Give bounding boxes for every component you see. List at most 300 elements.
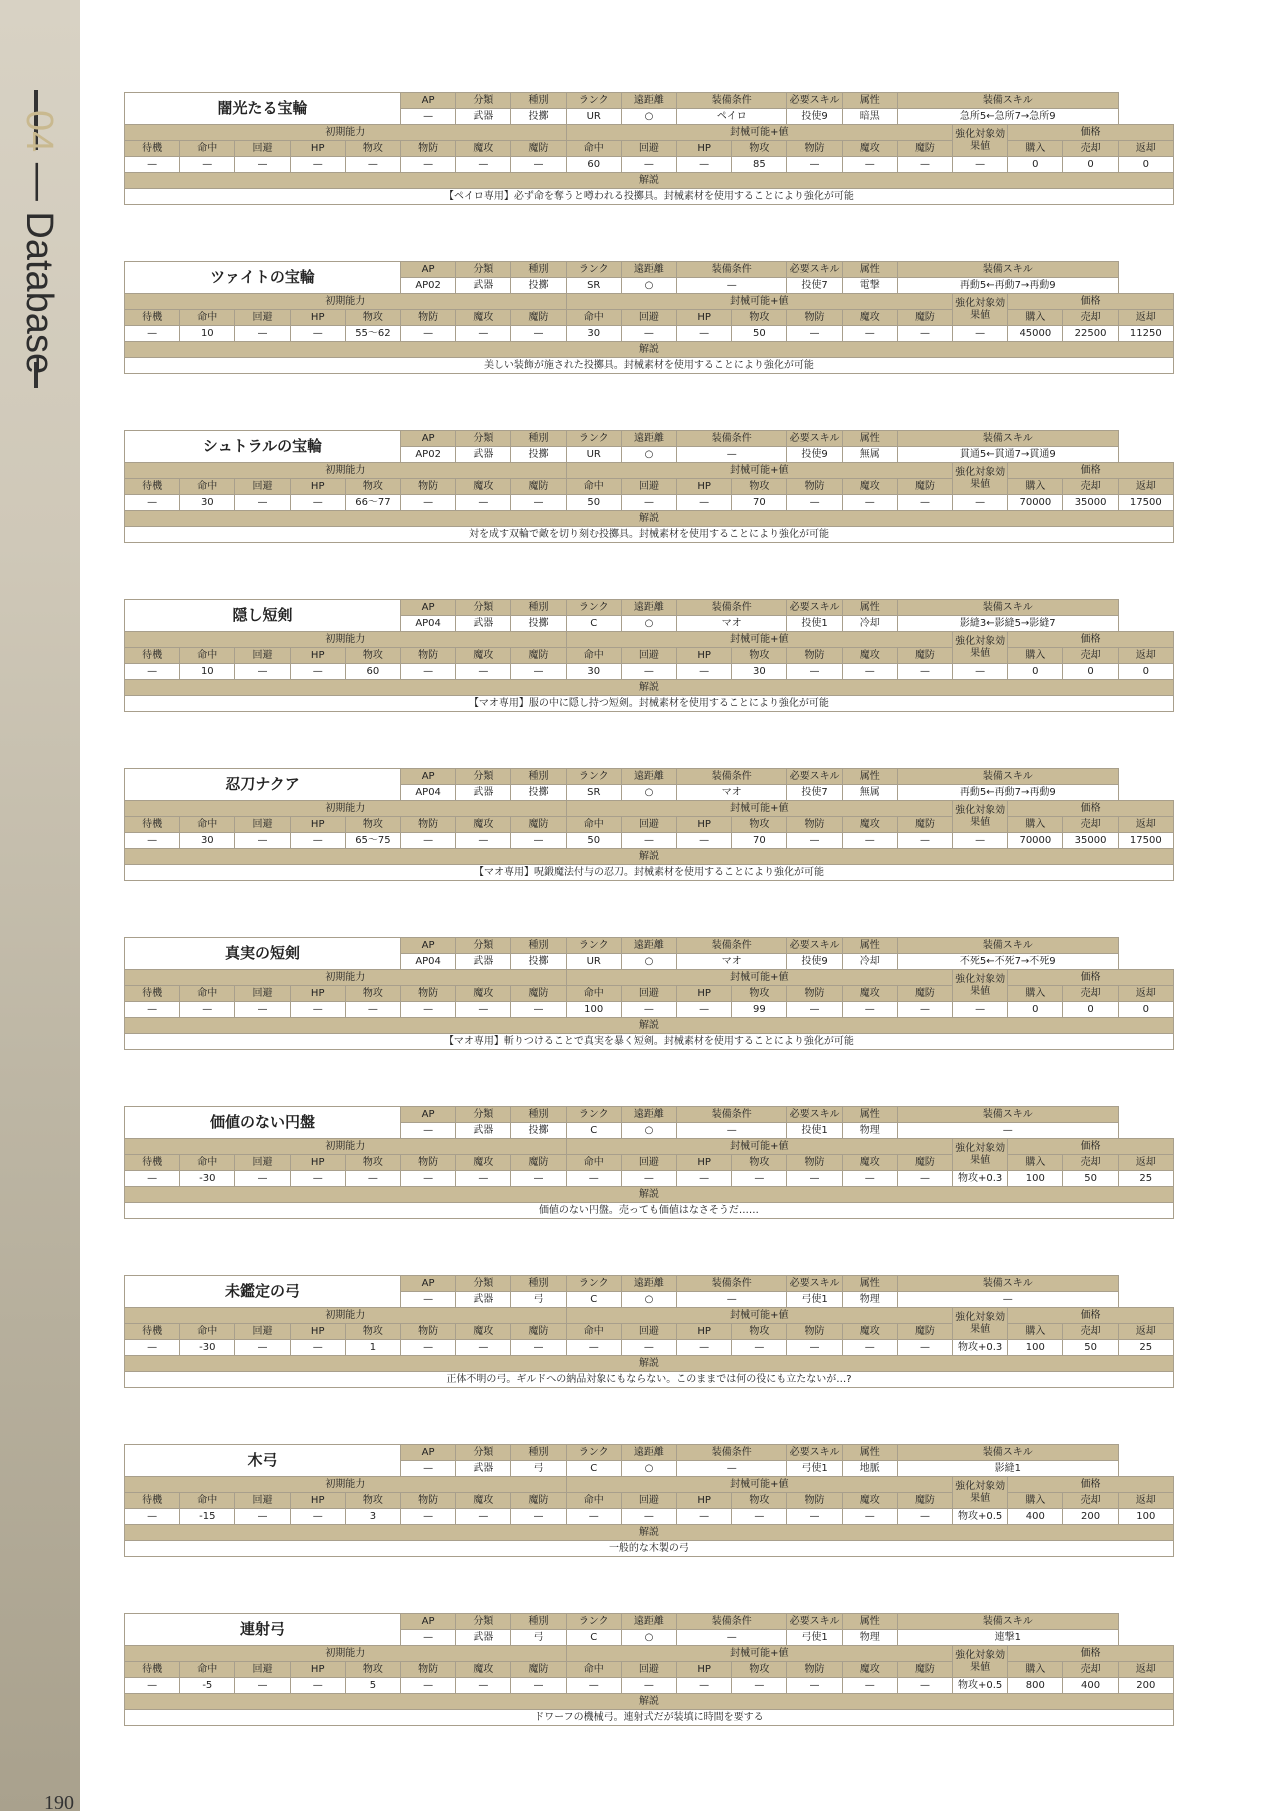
label-kounyu: 購入: [1008, 648, 1063, 664]
label-zokusei: 属性: [842, 1276, 897, 1292]
label-seal: 封械可能+値: [566, 1646, 952, 1662]
label-seal: 封械可能+値: [566, 1308, 952, 1324]
label-butsubou: 物防: [787, 310, 842, 326]
item-description: 正体不明の弓。ギルドへの納品対象にもならない。このままでは何の役にも立たないが…?: [125, 1372, 1174, 1388]
label-mabou: 魔防: [511, 141, 566, 157]
shubetsu-value: 投擲: [511, 616, 566, 632]
item-entry: [124, 92, 1173, 205]
label-kaihi: 回避: [235, 1324, 290, 1340]
init-hp-value: —: [290, 1340, 345, 1356]
label-zokusei: 属性: [842, 262, 897, 278]
init-hp-value: —: [290, 1171, 345, 1187]
label-ap: AP: [401, 600, 456, 616]
label-hp: HP: [290, 1662, 345, 1678]
label-price: 価格: [1008, 294, 1174, 310]
init-makou-value: —: [456, 1002, 511, 1018]
init-butsukou-value: 1: [345, 1340, 400, 1356]
item-name: 闇光たる宝輪: [125, 93, 401, 125]
label-rank: ランク: [566, 769, 621, 785]
init-butsubou-value: —: [401, 495, 456, 511]
label-hp: HP: [677, 1324, 732, 1340]
bunrui-value: 武器: [456, 109, 511, 125]
label-mabou: 魔防: [897, 1493, 952, 1509]
label-butsubou: 物防: [401, 1324, 456, 1340]
price-kounyu-value: 0: [1008, 1002, 1063, 1018]
seal-butsubou-value: —: [787, 664, 842, 680]
ap-value: —: [401, 1123, 456, 1139]
label-hp: HP: [677, 986, 732, 1002]
label-hp: HP: [677, 141, 732, 157]
label-ap: AP: [401, 1614, 456, 1630]
item-description: 【マオ専用】呪鍛魔法付与の忍刀。封械素材を使用することにより強化が可能: [125, 865, 1174, 881]
label-enkyori: 遠距離: [621, 431, 676, 447]
label-hp: HP: [290, 648, 345, 664]
price-baikyaku-value: 22500: [1063, 326, 1118, 342]
item-name: 未鑑定の弓: [125, 1276, 401, 1308]
label-equip-skill: 装備スキル: [897, 262, 1118, 278]
label-equip-skill: 装備スキル: [897, 769, 1118, 785]
label-butsukou: 物攻: [345, 648, 400, 664]
label-butsukou: 物攻: [732, 1662, 787, 1678]
label-meichu: 命中: [180, 310, 235, 326]
label-meichu: 命中: [566, 310, 621, 326]
label-enkyori: 遠距離: [621, 93, 676, 109]
label-hp: HP: [677, 1662, 732, 1678]
label-taiki: 待機: [125, 479, 180, 495]
rank-value: C: [566, 1292, 621, 1308]
bunrui-value: 武器: [456, 1292, 511, 1308]
label-price: 価格: [1008, 463, 1174, 479]
bunrui-value: 武器: [456, 1461, 511, 1477]
label-henkyaku: 返却: [1118, 986, 1173, 1002]
label-zokusei: 属性: [842, 600, 897, 616]
init-kaihi-value: —: [235, 664, 290, 680]
label-kaihi: 回避: [621, 1324, 676, 1340]
label-kaihi: 回避: [621, 648, 676, 664]
price-henkyaku-value: 200: [1118, 1678, 1173, 1694]
seal-meichu-value: 100: [566, 1002, 621, 1018]
item-name: ツァイトの宝輪: [125, 262, 401, 294]
label-kounyu: 購入: [1008, 1155, 1063, 1171]
label-baikyaku: 売却: [1063, 1493, 1118, 1509]
price-baikyaku-value: 0: [1063, 664, 1118, 680]
shubetsu-value: 弓: [511, 1461, 566, 1477]
enkyori-value: ○: [621, 785, 676, 801]
seal-mabou-value: —: [897, 664, 952, 680]
seal-makou-value: —: [842, 833, 897, 849]
label-baikyaku: 売却: [1063, 986, 1118, 1002]
label-mabou: 魔防: [897, 310, 952, 326]
skill-req-value: 投使9: [787, 447, 842, 463]
label-enkyori: 遠距離: [621, 1614, 676, 1630]
label-makou: 魔攻: [842, 1493, 897, 1509]
label-butsukou: 物攻: [732, 310, 787, 326]
init-butsubou-value: —: [401, 1171, 456, 1187]
price-kounyu-value: 100: [1008, 1340, 1063, 1356]
label-enhance: 強化対象効果値: [953, 463, 1008, 495]
price-henkyaku-value: 100: [1118, 1509, 1173, 1525]
label-enhance: 強化対象効果値: [953, 294, 1008, 326]
init-kaihi-value: —: [235, 1509, 290, 1525]
label-hp: HP: [677, 310, 732, 326]
label-hp: HP: [677, 817, 732, 833]
label-price: 価格: [1008, 801, 1174, 817]
label-price: 価格: [1008, 1139, 1174, 1155]
label-shubetsu: 種別: [511, 93, 566, 109]
label-butsukou: 物攻: [345, 479, 400, 495]
seal-butsukou-value: —: [732, 1340, 787, 1356]
label-butsukou: 物攻: [732, 648, 787, 664]
enhance-value: 物攻+0.5: [953, 1509, 1008, 1525]
joken-value: マオ: [677, 616, 787, 632]
label-kaihi: 回避: [621, 1662, 676, 1678]
rank-value: UR: [566, 954, 621, 970]
seal-meichu-value: —: [566, 1340, 621, 1356]
label-makou: 魔攻: [842, 141, 897, 157]
rank-value: C: [566, 616, 621, 632]
label-equip-skill: 装備スキル: [897, 1614, 1118, 1630]
init-mabou-value: —: [511, 664, 566, 680]
label-meichu: 命中: [180, 648, 235, 664]
label-bunrui: 分類: [456, 93, 511, 109]
label-ap: AP: [401, 1107, 456, 1123]
label-enhance: 強化対象効果値: [953, 1477, 1008, 1509]
price-kounyu-value: 800: [1008, 1678, 1063, 1694]
label-enkyori: 遠距離: [621, 262, 676, 278]
label-taiki: 待機: [125, 1662, 180, 1678]
label-shubetsu: 種別: [511, 262, 566, 278]
label-makou: 魔攻: [842, 986, 897, 1002]
label-equip-skill: 装備スキル: [897, 93, 1118, 109]
seal-butsubou-value: —: [787, 157, 842, 173]
skill-req-value: 投使7: [787, 785, 842, 801]
label-meichu: 命中: [566, 1662, 621, 1678]
label-kaihi: 回避: [235, 310, 290, 326]
label-henkyaku: 返却: [1118, 141, 1173, 157]
seal-kaihi-value: —: [621, 664, 676, 680]
skill-req-value: 弓使1: [787, 1630, 842, 1646]
init-taiki-value: —: [125, 495, 180, 511]
item-description: 一般的な木製の弓: [125, 1541, 1174, 1557]
label-makou: 魔攻: [456, 141, 511, 157]
label-meichu: 命中: [180, 986, 235, 1002]
seal-makou-value: —: [842, 1002, 897, 1018]
label-hp: HP: [677, 648, 732, 664]
label-henkyaku: 返却: [1118, 648, 1173, 664]
joken-value: —: [677, 447, 787, 463]
item-description: 【マオ専用】服の中に隠し持つ短剣。封械素材を使用することにより強化が可能: [125, 696, 1174, 712]
equip-skill-value: 再動5←再動7→再動9: [897, 785, 1118, 801]
label-kounyu: 購入: [1008, 1324, 1063, 1340]
label-rank: ランク: [566, 1107, 621, 1123]
label-price: 価格: [1008, 632, 1174, 648]
label-shubetsu: 種別: [511, 1445, 566, 1461]
skill-req-value: 投使1: [787, 616, 842, 632]
enhance-value: 物攻+0.3: [953, 1171, 1008, 1187]
seal-butsukou-value: 85: [732, 157, 787, 173]
label-henkyaku: 返却: [1118, 1155, 1173, 1171]
init-mabou-value: —: [511, 1509, 566, 1525]
enkyori-value: ○: [621, 1630, 676, 1646]
label-price: 価格: [1008, 125, 1174, 141]
seal-meichu-value: 50: [566, 833, 621, 849]
label-equip-skill: 装備スキル: [897, 1107, 1118, 1123]
zokusei-value: 物理: [842, 1123, 897, 1139]
label-butsubou: 物防: [787, 1493, 842, 1509]
label-meichu: 命中: [566, 1324, 621, 1340]
label-butsukou: 物攻: [345, 986, 400, 1002]
label-mabou: 魔防: [511, 648, 566, 664]
label-butsukou: 物攻: [732, 1324, 787, 1340]
ap-value: AP02: [401, 278, 456, 294]
label-taiki: 待機: [125, 1324, 180, 1340]
label-shubetsu: 種別: [511, 1276, 566, 1292]
label-joken: 装備条件: [677, 600, 787, 616]
label-makou: 魔攻: [456, 1324, 511, 1340]
zokusei-value: 冷却: [842, 616, 897, 632]
seal-hp-value: —: [677, 1678, 732, 1694]
label-seal: 封械可能+値: [566, 463, 952, 479]
joken-value: ペイロ: [677, 109, 787, 125]
seal-mabou-value: —: [897, 833, 952, 849]
shubetsu-value: 投擲: [511, 954, 566, 970]
label-shubetsu: 種別: [511, 600, 566, 616]
label-makou: 魔攻: [842, 479, 897, 495]
label-initial: 初期能力: [125, 125, 567, 141]
label-ap: AP: [401, 1276, 456, 1292]
label-enhance: 強化対象効果値: [953, 1646, 1008, 1678]
init-butsubou-value: —: [401, 1002, 456, 1018]
label-enhance: 強化対象効果値: [953, 1139, 1008, 1171]
label-baikyaku: 売却: [1063, 817, 1118, 833]
label-butsubou: 物防: [787, 648, 842, 664]
seal-butsukou-value: 99: [732, 1002, 787, 1018]
seal-butsukou-value: —: [732, 1509, 787, 1525]
enhance-value: —: [953, 1002, 1008, 1018]
price-henkyaku-value: 0: [1118, 157, 1173, 173]
seal-makou-value: —: [842, 664, 897, 680]
label-seal: 封械可能+値: [566, 1477, 952, 1493]
label-butsubou: 物防: [787, 1155, 842, 1171]
label-makou: 魔攻: [456, 1493, 511, 1509]
zokusei-value: 地脈: [842, 1461, 897, 1477]
label-kaihi: 回避: [621, 479, 676, 495]
item-name: 真実の短剣: [125, 938, 401, 970]
init-butsubou-value: —: [401, 1509, 456, 1525]
label-kaihi: 回避: [235, 1155, 290, 1171]
label-butsukou: 物攻: [732, 817, 787, 833]
label-initial: 初期能力: [125, 294, 567, 310]
page-number: 190: [44, 1792, 74, 1814]
label-seal: 封械可能+値: [566, 1139, 952, 1155]
item-name: 木弓: [125, 1445, 401, 1477]
seal-meichu-value: —: [566, 1678, 621, 1694]
equip-skill-value: —: [897, 1123, 1118, 1139]
zokusei-value: 無属: [842, 785, 897, 801]
init-butsukou-value: 66～77: [345, 495, 400, 511]
label-bunrui: 分類: [456, 1107, 511, 1123]
init-kaihi-value: —: [235, 1340, 290, 1356]
enkyori-value: ○: [621, 954, 676, 970]
seal-kaihi-value: —: [621, 157, 676, 173]
init-kaihi-value: —: [235, 495, 290, 511]
label-enkyori: 遠距離: [621, 769, 676, 785]
rank-value: C: [566, 1461, 621, 1477]
label-taiki: 待機: [125, 1155, 180, 1171]
label-rank: ランク: [566, 1276, 621, 1292]
seal-makou-value: —: [842, 1340, 897, 1356]
label-skill_req: 必要スキル: [787, 769, 842, 785]
label-mabou: 魔防: [897, 1324, 952, 1340]
init-makou-value: —: [456, 833, 511, 849]
equip-skill-value: 影縫1: [897, 1461, 1118, 1477]
label-skill_req: 必要スキル: [787, 431, 842, 447]
init-meichu-value: —: [180, 157, 235, 173]
label-initial: 初期能力: [125, 1646, 567, 1662]
label-kaisetsu: 解説: [125, 511, 1174, 527]
label-makou: 魔攻: [842, 1155, 897, 1171]
label-butsukou: 物攻: [345, 817, 400, 833]
label-butsubou: 物防: [401, 1662, 456, 1678]
init-meichu-value: 10: [180, 664, 235, 680]
label-skill_req: 必要スキル: [787, 1276, 842, 1292]
item-entry: [124, 599, 1173, 712]
init-butsukou-value: 60: [345, 664, 400, 680]
init-mabou-value: —: [511, 157, 566, 173]
label-meichu: 命中: [180, 1155, 235, 1171]
label-baikyaku: 売却: [1063, 648, 1118, 664]
label-skill_req: 必要スキル: [787, 1107, 842, 1123]
skill-req-value: 弓使1: [787, 1461, 842, 1477]
label-bunrui: 分類: [456, 262, 511, 278]
label-meichu: 命中: [566, 648, 621, 664]
bunrui-value: 武器: [456, 616, 511, 632]
label-bunrui: 分類: [456, 938, 511, 954]
ap-value: —: [401, 1292, 456, 1308]
label-mabou: 魔防: [897, 817, 952, 833]
rank-value: UR: [566, 109, 621, 125]
shubetsu-value: 投擲: [511, 1123, 566, 1139]
label-hp: HP: [677, 1155, 732, 1171]
label-butsubou: 物防: [787, 479, 842, 495]
label-meichu: 命中: [566, 141, 621, 157]
label-seal: 封械可能+値: [566, 125, 952, 141]
label-skill_req: 必要スキル: [787, 1614, 842, 1630]
init-butsukou-value: —: [345, 1002, 400, 1018]
init-hp-value: —: [290, 157, 345, 173]
seal-hp-value: —: [677, 833, 732, 849]
label-bunrui: 分類: [456, 431, 511, 447]
price-kounyu-value: 45000: [1008, 326, 1063, 342]
zokusei-value: 物理: [842, 1292, 897, 1308]
sidebar: [0, 0, 80, 1811]
label-enkyori: 遠距離: [621, 1107, 676, 1123]
item-description: ドワーフの機械弓。連射式だが装填に時間を要する: [125, 1710, 1174, 1726]
seal-kaihi-value: —: [621, 1171, 676, 1187]
init-meichu-value: 30: [180, 495, 235, 511]
label-joken: 装備条件: [677, 1445, 787, 1461]
price-baikyaku-value: 35000: [1063, 495, 1118, 511]
label-butsubou: 物防: [401, 310, 456, 326]
label-mabou: 魔防: [897, 479, 952, 495]
label-joken: 装備条件: [677, 262, 787, 278]
item-description: 【マオ専用】斬りつけることで真実を暴く短剣。封械素材を使用することにより強化が可能: [125, 1034, 1174, 1050]
label-kaisetsu: 解説: [125, 1187, 1174, 1203]
init-butsubou-value: —: [401, 1678, 456, 1694]
label-kaihi: 回避: [235, 817, 290, 833]
item-entry: [124, 768, 1173, 881]
label-kaihi: 回避: [621, 141, 676, 157]
init-meichu-value: 30: [180, 833, 235, 849]
label-rank: ランク: [566, 600, 621, 616]
item-name: 連射弓: [125, 1614, 401, 1646]
label-mabou: 魔防: [897, 1662, 952, 1678]
enhance-value: —: [953, 495, 1008, 511]
label-meichu: 命中: [180, 479, 235, 495]
init-kaihi-value: —: [235, 1002, 290, 1018]
seal-kaihi-value: —: [621, 833, 676, 849]
bunrui-value: 武器: [456, 785, 511, 801]
enkyori-value: ○: [621, 616, 676, 632]
label-rank: ランク: [566, 262, 621, 278]
label-baikyaku: 売却: [1063, 1662, 1118, 1678]
label-zokusei: 属性: [842, 938, 897, 954]
seal-butsukou-value: 30: [732, 664, 787, 680]
init-mabou-value: —: [511, 1171, 566, 1187]
label-joken: 装備条件: [677, 431, 787, 447]
init-butsukou-value: 55～62: [345, 326, 400, 342]
shubetsu-value: 投擲: [511, 447, 566, 463]
equip-skill-value: —: [897, 1292, 1118, 1308]
label-enhance: 強化対象効果値: [953, 970, 1008, 1002]
chapter-title: Database: [18, 211, 60, 375]
label-mabou: 魔防: [511, 817, 566, 833]
label-kaihi: 回避: [235, 479, 290, 495]
item-entry: [124, 1275, 1173, 1388]
label-kounyu: 購入: [1008, 1662, 1063, 1678]
label-zokusei: 属性: [842, 93, 897, 109]
init-meichu-value: —: [180, 1002, 235, 1018]
init-hp-value: —: [290, 326, 345, 342]
init-makou-value: —: [456, 1171, 511, 1187]
label-kaisetsu: 解説: [125, 849, 1174, 865]
skill-req-value: 弓使1: [787, 1292, 842, 1308]
enhance-value: —: [953, 664, 1008, 680]
init-butsubou-value: —: [401, 326, 456, 342]
label-hp: HP: [290, 1324, 345, 1340]
enhance-value: 物攻+0.3: [953, 1340, 1008, 1356]
init-hp-value: —: [290, 1678, 345, 1694]
seal-butsubou-value: —: [787, 833, 842, 849]
label-kounyu: 購入: [1008, 479, 1063, 495]
joken-value: —: [677, 1292, 787, 1308]
init-kaihi-value: —: [235, 326, 290, 342]
rank-value: SR: [566, 785, 621, 801]
label-initial: 初期能力: [125, 1477, 567, 1493]
label-ap: AP: [401, 938, 456, 954]
label-makou: 魔攻: [456, 986, 511, 1002]
label-butsubou: 物防: [401, 1155, 456, 1171]
ap-value: AP04: [401, 954, 456, 970]
label-mabou: 魔防: [897, 648, 952, 664]
item-name: 隠し短剣: [125, 600, 401, 632]
label-butsubou: 物防: [401, 648, 456, 664]
seal-makou-value: —: [842, 495, 897, 511]
bunrui-value: 武器: [456, 278, 511, 294]
equip-skill-value: 再動5←再動7→再動9: [897, 278, 1118, 294]
price-kounyu-value: 70000: [1008, 833, 1063, 849]
label-meichu: 命中: [180, 1662, 235, 1678]
